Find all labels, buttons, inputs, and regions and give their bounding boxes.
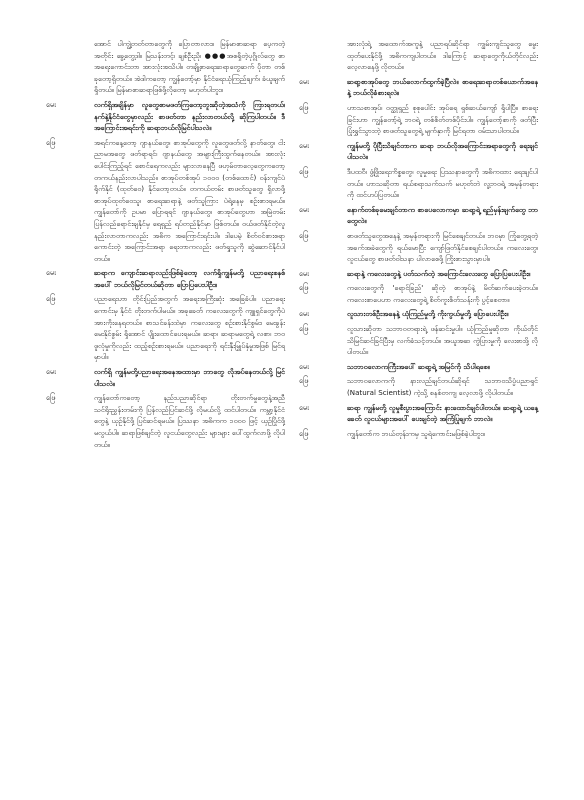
entry-text: နောက်တစ်ခုမေးချင်တာက စာပေလောကမှာ ဆရာ့ရဲ့ ရည်မှန်းချက်တွေ ဘာတွေလဲ။ — [347, 204, 538, 226]
question-entry — [299, 402, 538, 425]
entry-text: ကလေးတွေကို 'ရောင်ခြည်' ဆိုတဲ့ စာအုပ်နဲ့ မိတ်ဆက်ပေးခဲ့တယ်။ ကလေးစာပေဟာ ကလေးတွေရဲ့ စိတ်ကူးစိတ်သန်းကို ပွင့်စေတာ။ — [347, 283, 538, 304]
speaker-label: ဖြေ — [46, 294, 56, 304]
speaker-label: မေး — [299, 204, 309, 214]
speaker-label: မေး — [299, 361, 309, 371]
answer-entry — [299, 38, 538, 73]
speaker-label: ဖြေ — [299, 230, 309, 240]
entry-text: လက်ရှိအချိန်မှာ လူတွေစာမဖတ်ကြတော့ဘူးဆိုတဲ့အသံကို ကြားရတယ်၊ နက်နဲ့နိုင်ငံတွေမှာလည်း စာဖတ်တာ နည်းလာတယ်လို့ ဆိုကြပါတယ်။ ဒီအကြောင်းအရင်းကို ဆရာဘယ်လိုမြင်ပါသလဲ။ — [94, 99, 285, 133]
question-entry — [299, 268, 538, 280]
right-column — [299, 38, 538, 780]
speaker-label: မေး — [299, 309, 309, 319]
entry-text: အရင်ကနေ့တော့ ဂျာနယ်တွေ၊ စာအုပ်တွေကို လူတွေဖတ်လို့ နာတ်တွေ၊ ငါးညာမအတွေ ဖတ်ရာရင်၊ ဂျာနယ်တွေ အများကြီးထွက်နေတယ်။ အားလုံးပေါင်းကြည့်ရင် စောင်ရေကလည်း များလာနေပြီ ဖဟုမ်တာလေ့တွေကတော့ တကယ်နည်းလာပါသည်။ စာအုပ်တစ်အုပ် ၁၀၀၀ (တစ်ထောင်) ဝန်းကျင်ပဲ ရိုက်နိုင် (ထုတ်ဝေ) နိုင်တော့တယ်။ တကယ်တမ်း စာဖတ်သူတွေ ရှိလာဖို့ စာအုပ်ထုတ်ဝေသူ၊ စာရေးဆရာနဲ့ ဖတ်သူကြား ပဲရဲ့နေမှ စဉ်းစားရမယ်။ ကျွန်တော်ကို ဥပမာ ပြောရရင် ဂျာနယ်တွေ၊ စာအုပ်တွေဟာ အမြဲတမ်း ပြန်လည်ရောင်းချနိုင်မှ ရေရှည် ရပ်တည်နိုင်မှာ ဖြစ်တယ်။ ဝယ်ဖတ်နိုင်တဲ့လူ နည်းလာတာကလည်း အဓိက အကြောင်းရင်းပါ။ ဒါပေမဲ့ စိတ်ဝင်စားစရာကောင်းတဲ့ အကြောင်းအရာ ရေးတာကလည်း ဖတ်ရှုသူကို ဆွဲဆောင်နိုင်ပါတယ်။ — [94, 137, 285, 263]
entry-text: ကျွန်တော်က ဘယ်တုန်းကမှ သူရဲကောင်းမဖြစ်ခဲ့ပါဘူး။ — [347, 428, 485, 438]
entry-text: သဘာဝလောကကြီးအပေါ် ဆရာ့ရဲ့ အမြင်ကို သိပါရစေ။ — [347, 361, 490, 371]
left-column — [46, 38, 285, 780]
speaker-label: ဖြေ — [299, 283, 309, 293]
speaker-label: မေး — [46, 268, 56, 278]
answer-entry — [299, 102, 538, 137]
speaker-label: ဖြေ — [46, 137, 56, 147]
question-entry — [46, 99, 285, 134]
question-entry — [46, 366, 285, 389]
speaker-label: မေး — [46, 99, 56, 109]
question-entry — [299, 140, 538, 163]
question-entry — [299, 361, 538, 373]
entry-text: စာဖတ်သူတွေအနေနဲ့ အမှန်တရားကို မြင်စေချင်တယ်။ ဘဝမှာ ကြုံတွေ့ရတဲ့ အခက်အခဲတွေကို ရယ်မောပြီး ကျော်ဖြတ်နိုင်စေချင်ပါတယ်။ ကလေးတွေ၊ လူငယ်တွေ စာဖတ်ဝါသနာ ပါလာစေဖို့ ကြိုးစားသွားမှာပါ။ — [347, 230, 538, 264]
question-entry — [299, 308, 538, 320]
answer-entry — [299, 166, 538, 201]
speaker-label: မေး — [299, 402, 309, 412]
answer-entry — [299, 230, 538, 265]
entry-text: ဒီပထဝီ၊ ဖွံ့ဖြိုးရေးကိစ္စတွေ၊ လူမှုရေး ပြဿနာတွေကို အဓိကထား ရေးချင်ပါတယ်။ ဟာသဆိုတာ ရယ်စရာသက်သက် မဟုတ်ဘဲ လူ့ဘဝရဲ့ အမှန်တရားကို ထင်ဟပ်ပြတယ်။ — [347, 166, 538, 200]
answer-entry — [299, 428, 538, 440]
entry-text: လက်ရှိ ကျွန်မတို့ပညာရေးအနေအထားမှာ ဘာတွေ လိုအပ်နေတယ်လို့ မြင်ပါသလဲ။ — [94, 367, 285, 388]
answer-entry — [46, 137, 285, 265]
entry-text: ဟာသစာအုပ်၊ ဝတ္ထုရှည် စုစုပေါင်း အုပ်ရေ ရှစ်ဆယ်ကျော် ရှိပါပြီ။ စာရေးခြင်းဟာ ကျွန်တော့်ရဲ့ ဘဝရဲ့ တစ်စိတ်တစ်ပိုင်းပါ။ ကျွန်တော့်စာကို ဖတ်ပြီး ပြုံးရွှင်သွားတဲ့ စာဖတ်သူတွေရဲ့ မျက်နှာကို မြင်ရတာ ဝမ်းသာပါတယ်။ — [347, 102, 538, 136]
entry-text: ဆရာက ကျောင်းဆရာလည်းဖြစ်ခဲ့တော့ လက်ရှိကျွန်မတို့ ပညာရေးစနစ်အပေါ် ဘယ်လိုမြင်တယ်ဆိုတာ ပြောပြပေးပါဦး။ — [94, 268, 285, 289]
answer-entry — [299, 375, 538, 398]
answer-entry — [46, 38, 285, 96]
speaker-label: ဖြေ — [299, 166, 309, 176]
speaker-label: ဖြေ — [299, 428, 309, 438]
question-entry — [299, 76, 538, 99]
speaker-label: ဖြေ — [299, 376, 309, 386]
answer-entry — [46, 392, 285, 450]
speaker-label: မေး — [299, 268, 309, 278]
speaker-label: ဖြေ — [46, 393, 56, 403]
question-entry — [299, 204, 538, 227]
entry-text: ဆရာ ကျွန်မတို့ လူမှုစီးပွားအကြောင်း နားထောင်ချင်ပါတယ်။ ဆရာ့ရဲ့ ယနေ့ခေတ် လူငယ်များအပေါ် ပေးချင်တဲ့ အကြံပြုချက် ဘာလဲ။ — [347, 402, 538, 424]
entry-text: ကျွန်တော်ကတော့ နည်းပညာဆိုင်ရာ တိုးတက်မှုတွေနဲ့အညီ သင်ရိုးညွှန်းတမ်းကို ပြန်လည်ပြင်ဆင်ဖို့ လိုမယ်လို့ ထင်ပါတယ်။ ကမ္ဘာ့နိုင်ငံတွေနဲ့ ယှဉ်နိုင်ဖို့ ပြင်ဆင်ရမယ်။ ပြဿနာ အဓိကက ၁၀၀၀ ဖြင့် ယှဉ်ပြိုင်ဖို့ မလွယ်ပါ။ ဆရာဖြစ်ချင်တဲ့ လူငယ်တွေလည်း များများ ပေါ်ထွက်လာဖို့ လိုပါတယ်။ — [94, 393, 285, 449]
answer-entry — [299, 323, 538, 358]
speaker-label: မေး — [46, 367, 56, 377]
entry-text: အောင် ပါကျွဲ့တတ်တာတွေကို ပြောတာလား။ မြန်မာစာဆရာ ပေ့ကတဲ့အတိုင်း ခွေ့တွေ့ဒါ။ မြသန်းတင့်၊ ချစ်ဦးညို၊ ●●●အစရှိတဲ့ပုဂ္ဂိုလ်တွေ စာအရေးကောင်းတာ အားလုံးအသိပါ။ တချို့စာရေးဆရာတွေဆက် ပိုတာ တစ်ခုတော့ရှိတယ်။ အဲဒါကတော့ ကျွန်တော့်မှာ နိုင်ငံရေးယုံကြည်ချက်၊ ခံယူချက်ရှိတယ်။ မြန်မာစာဆရာဖြစ်ဖို့လိုတော့ မဟုတ်ပါဘူး။ — [94, 39, 285, 95]
entry-text: အားလုံးရဲ့ အထောက်အကူနဲ့ ပညာရပ်ဆိုင်ရာ ကျွမ်းကျင်သူတွေ မွေးထုတ်ပေးနိုင်ဖို့ အဓိကကျပါတယ်။ ဒါကြောင့် ဆရာတွေကိုယ်တိုင်လည်း လေ့လာနေဖို့ လိုတယ်။ — [347, 39, 538, 72]
entry-text: ပညာရေးဟာ တိုင်းပြည်အတွက် အရေးအကြီးဆုံး အခြေခံပါ။ ပညာရေးကောင်းမှ နိုင်ငံ တိုးတက်ပါမယ်။ အခုခေတ် ကလေးတွေကို ကျူရှင်တွေကိုပဲ အားကိုးနေရတယ်။ စာသင်ခန်းထဲမှာ ကလေးတွေ စဉ်းစားနိုင်စွမ်း၊ မေးခွန်းမေးနိုင်စွမ်း ရှိအောင် ပျိုးထောင်ပေးရမယ်။ ဆရာ၊ ဆရာမတွေရဲ့ လစာ၊ ဘဝ ဖူလုံမှုကိုလည်း ထည့်စဉ်းစားရမယ်။ ပညာရေးကို ရင်းနှီးမြှုပ်နှံမှုအဖြစ် မြင်ရမှာပါ။ — [94, 294, 285, 362]
entry-text: ကျွန်မတို့ ပိုပြီးသိချင်တာက ဆရာ ဘယ်လိုအကြောင်းအရာတွေကို ရေးချင်ပါသလဲ။ — [347, 140, 538, 162]
answer-entry — [46, 293, 285, 363]
answer-entry — [299, 282, 538, 305]
entry-text: သဘာဝလောကကို နားလည်ချင်တယ်ဆိုရင် သဘာဝသိပ္ပံပညာရှင် (Natural Scientist) ကဲ့သို့ စနစ်တကျ လေ့လာဖို့ လိုပါတယ်။ — [347, 376, 538, 398]
entry-text: ဆရာနဲ့ ကလေးတွေနဲ့ ပတ်သက်တဲ့ အကြောင်းလေးတွေ ပြောပြပေးပါဦး။ — [347, 268, 531, 278]
entry-text: လူသားတစ်ဦးအနေနဲ့ ယုံကြည်မှုတို့ ကိုးကွယ်မှုတို့ ပြောပေးပါဦး။ — [347, 309, 509, 319]
speaker-label: မေး — [299, 140, 309, 150]
entry-text: လူသားဆိုတာ သဘာဝတရားရဲ့ ဖန်ဆင်းမှုပါ။ ယုံကြည်မှုဆိုတာ ကိုယ်တိုင် သိမြင်ဆင်ခြင်ပြီးမှ လက်ခံသင့်တယ်။ အယူအဆ ကွဲပြားမှုကို လေးစားဖို့ လိုပါတယ်။ — [347, 324, 538, 357]
speaker-label: ဖြေ — [299, 324, 309, 334]
question-entry — [46, 267, 285, 290]
speaker-label: ဖြေ — [299, 102, 309, 112]
entry-text: ဆရာ့စာအုပ်တွေ ဘယ်လောက်ထွက်ခဲ့ပြီလဲ။ စာရေးဆရာတစ်ယောက်အနေနဲ့ ဘယ်လိုခံစားရလဲ။ — [347, 76, 538, 98]
speaker-label: မေး — [299, 76, 309, 86]
